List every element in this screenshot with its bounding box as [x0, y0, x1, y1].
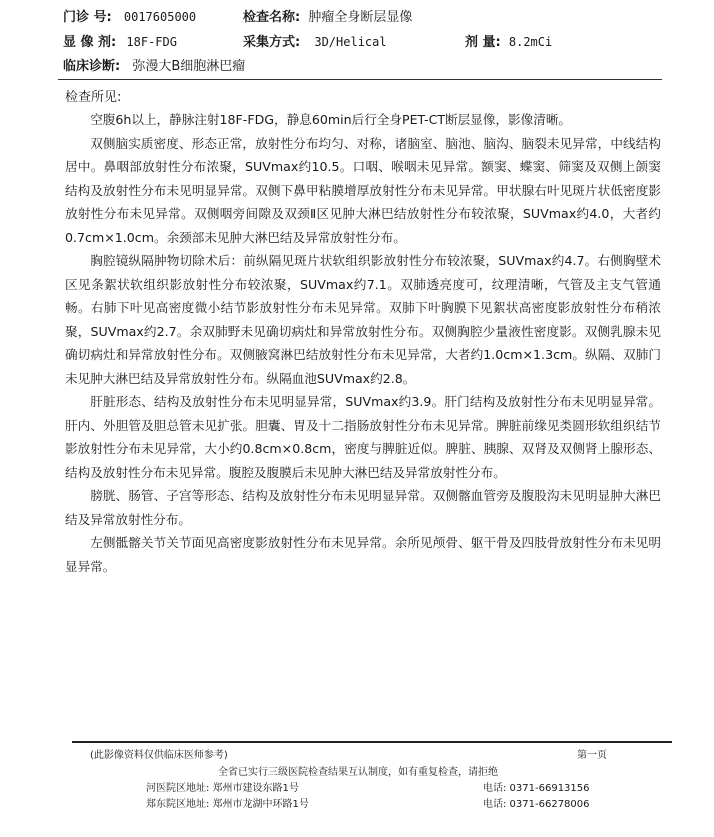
- header-row-1: [63, 6, 196, 25]
- tracer-value: 18F-FDG: [126, 35, 177, 49]
- exam-name-label: 检查名称:: [243, 10, 301, 25]
- exam-name-field: [243, 6, 412, 25]
- dose-value: 8.2mCi: [508, 35, 553, 49]
- tracer-label: 显 像 剂:: [63, 35, 117, 50]
- diagnosis-label: 临床诊断:: [63, 59, 121, 74]
- findings-paragraph: 空腹6h以上，静脉注射18F-FDG，静息60min后行全身PET-CT断层显像，影像清晰。: [90, 112, 572, 127]
- footer-divider: [72, 741, 672, 743]
- dose-label: 剂 量:: [465, 35, 501, 50]
- findings-body: [65, 108, 661, 578]
- acquisition-value: 3D/Helical: [314, 35, 387, 49]
- dose-field: [465, 31, 552, 50]
- findings-paragraph: 肝脏形态、结构及放射性分布未见明显异常，SUVmax约3.9。肝门结构及放射性分布未见明显异常。肝内、外胆管及胆总管未见扩张。胆囊、胃及十二指肠放射性分布未见异常。脾脏前缘见类圆形软组织结节影放射性分布未见异常，大小约0.8cm×0.8cm，密度与脾脏近似。脾脏、胰腺、双肾及双侧肾上腺形态、结构及放射性分布未见异常。腹腔及腹膜后未见肿大淋巴结及异常放射性分布。: [65, 394, 661, 480]
- address-line-2: 郑东院区地址: 郑州市龙湖中环路1号: [146, 799, 309, 810]
- outpatient-label: 门诊 号:: [63, 10, 112, 25]
- findings-title: 检查所见:: [65, 90, 122, 105]
- findings-paragraph: 左侧骶髂关节关节面见高密度影放射性分布未见异常。余所见颅骨、躯干骨及四肢骨放射性分布未见明显异常。: [65, 535, 661, 574]
- header-divider: [58, 79, 662, 80]
- findings-paragraph: 双侧脑实质密度、形态正常，放射性分布均匀、对称，诸脑室、脑池、脑沟、脑裂未见异常，中线结构居中。鼻咽部放射性分布浓聚，SUVmax约10.5。口咽、喉咽未见异常。额窦、蝶窦、筛窦及双侧上颌窦结构及放射性分布未见明显异常。双侧下鼻甲粘膜增厚放射性分布未见异常。甲状腺右叶见斑片状低密度影放射性分布未见异常。双侧咽旁间隙及双颈Ⅱ区见肿大淋巴结放射性分布较浓聚，SUVmax约4.0，大者约0.7cm×1.0cm。余颈部未见肿大淋巴结及异常放射性分布。: [65, 135, 661, 245]
- diagnosis-value: 弥漫大B细胞淋巴瘤: [132, 59, 246, 74]
- acquisition-field: [243, 31, 387, 50]
- header-row-3: [63, 55, 245, 74]
- exam-name-value: 肿瘤全身断层显像: [308, 10, 413, 25]
- findings-paragraph: 胸腔镜纵隔肿物切除术后：前纵隔见斑片状软组织影放射性分布较浓聚，SUVmax约4.7。右侧胸壁术区见条絮状软组织影放射性分布较浓聚，SUVmax约7.1。双肺透亮度可，纹理清晰，气管及主支气管通畅。右肺下叶见高密度微小结节影放射性分布未见异常。双肺下叶胸膜下见絮状高密度影放射性分布稍浓聚，SUVmax约2.7。余双肺野未见确切病灶和异常放射性分布。双侧胸腔少量液性密度影。双侧乳腺未见确切病灶和异常放射性分布。双侧腋窝淋巴结放射性分布未见异常，大者约1.0cm×1.3cm。纵隔、双肺门未见肿大淋巴结及异常放射性分布。纵隔血池SUVmax约2.8。: [65, 253, 661, 386]
- page-number: 第一页: [577, 750, 607, 761]
- mutual-recognition-notice: 全省已实行三级医院检查结果互认制度，如有重复检查，请拒绝: [218, 767, 498, 778]
- findings-paragraph: 膀胱、肠管、子宫等形态、结构及放射性分布未见明显异常。双侧髂血管旁及腹股沟未见明显肿大淋巴结及异常放射性分布。: [65, 488, 661, 527]
- acquisition-label: 采集方式:: [243, 35, 301, 50]
- address-line-1: 河医院区地址: 郑州市建设东路1号: [146, 783, 299, 794]
- phone-line-2: 电话: 0371-66278006: [483, 799, 590, 810]
- outpatient-number: 0017605000: [123, 10, 197, 24]
- phone-line-1: 电话: 0371-66913156: [483, 783, 590, 794]
- footer-disclaimer: (此影像资料仅供临床医师参考): [90, 750, 228, 761]
- header-row-2: [63, 31, 177, 50]
